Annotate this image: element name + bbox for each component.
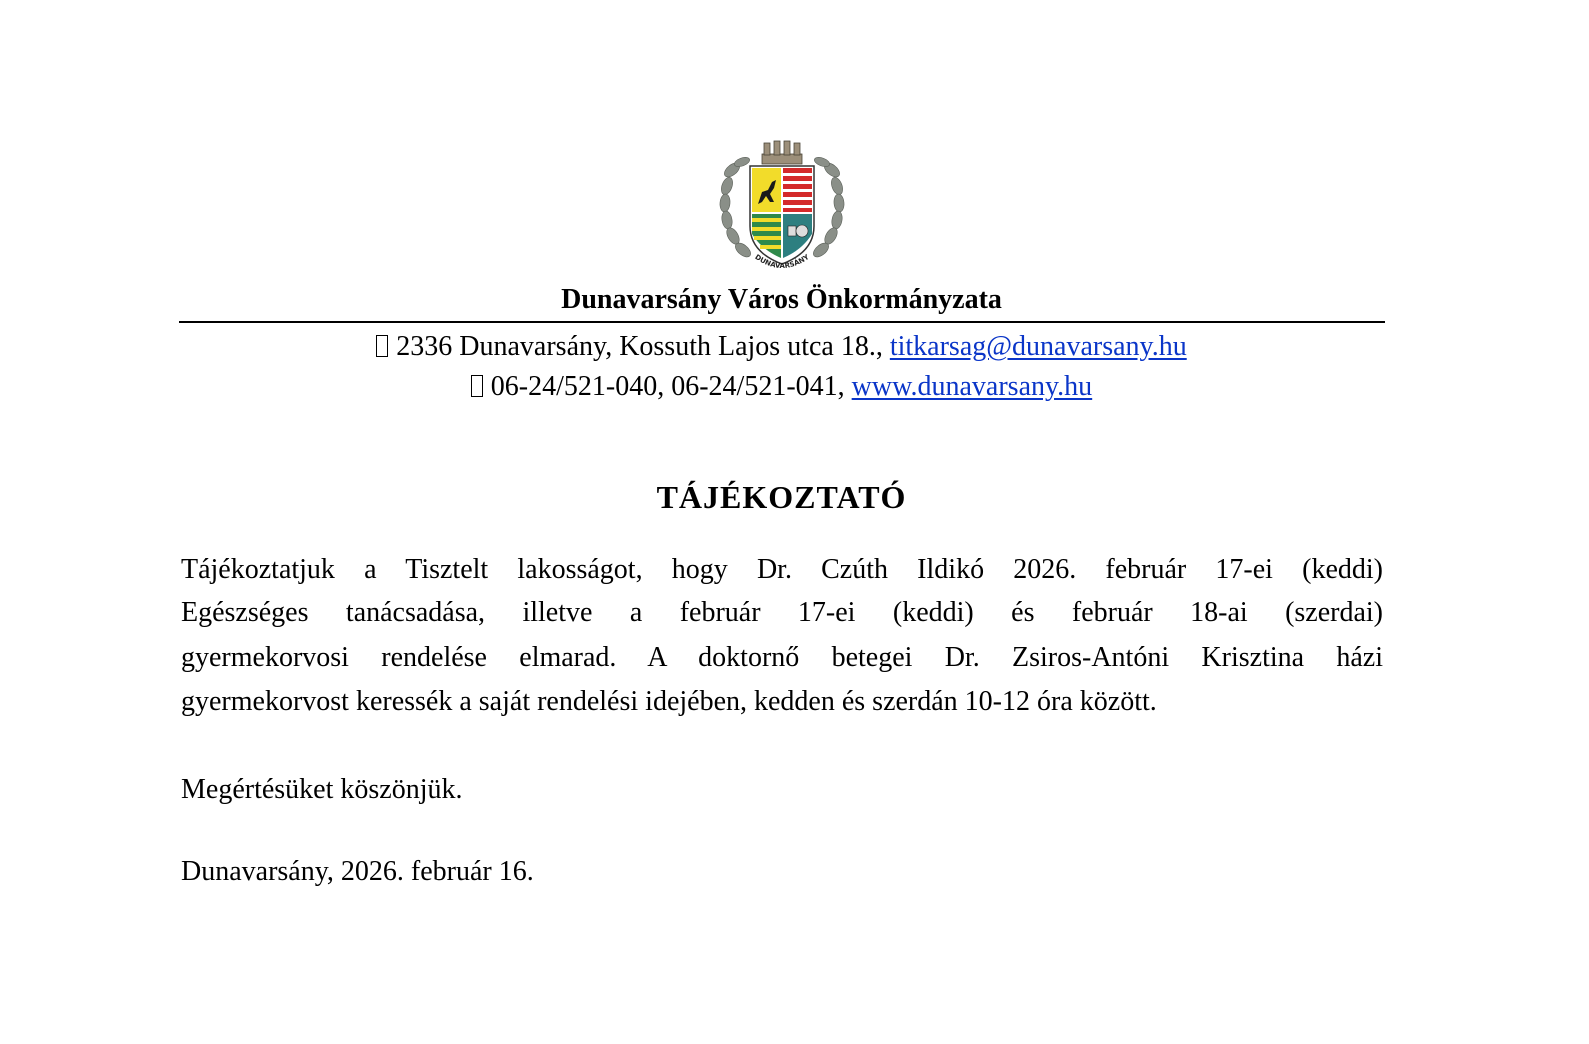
crest-banner-text: DUNAVARSÁNY bbox=[753, 253, 811, 271]
phone-line bbox=[0, 370, 1563, 404]
header-divider bbox=[179, 321, 1385, 323]
paragraph-line: gyermekorvost keressék a saját rendelési idejében, kedden és szerdán 10-12 óra között. bbox=[181, 686, 1157, 717]
dunavarsany-coat-of-arms-icon bbox=[718, 140, 846, 280]
closing-thanks: Megértésüket köszönjük. bbox=[181, 774, 463, 805]
document-title: TÁJÉKOZTATÓ bbox=[656, 479, 907, 515]
organization-name: Dunavarsány Város Önkormányzata bbox=[561, 284, 1002, 315]
address-line bbox=[0, 330, 1563, 364]
phone-text: 06-24/521-040, 06-24/521-041, bbox=[490, 371, 845, 402]
phone-icon bbox=[471, 375, 483, 397]
website-link[interactable]: www.dunavarsany.hu bbox=[851, 371, 1093, 402]
paragraph-line: Tájékoztatjuk a Tisztelt lakosságot, hogy Dr. Czúth Ildikó 2026. február 17-ei (keddi) bbox=[181, 554, 1383, 585]
envelope-icon bbox=[376, 335, 388, 357]
paragraph-line: gyermekorvosi rendelése elmarad. A doktornő betegei Dr. Zsiros-Antóni Krisztina házi bbox=[181, 642, 1383, 673]
paragraph-line: Egészséges tanácsadása, illetve a február 17-ei (keddi) és február 18-ai (szerdai) bbox=[181, 597, 1383, 628]
email-link[interactable]: titkarsag@dunavarsany.hu bbox=[889, 331, 1187, 362]
dateline: Dunavarsány, 2026. február 16. bbox=[181, 856, 534, 887]
address-text: 2336 Dunavarsány, Kossuth Lajos utca 18., bbox=[396, 331, 883, 362]
